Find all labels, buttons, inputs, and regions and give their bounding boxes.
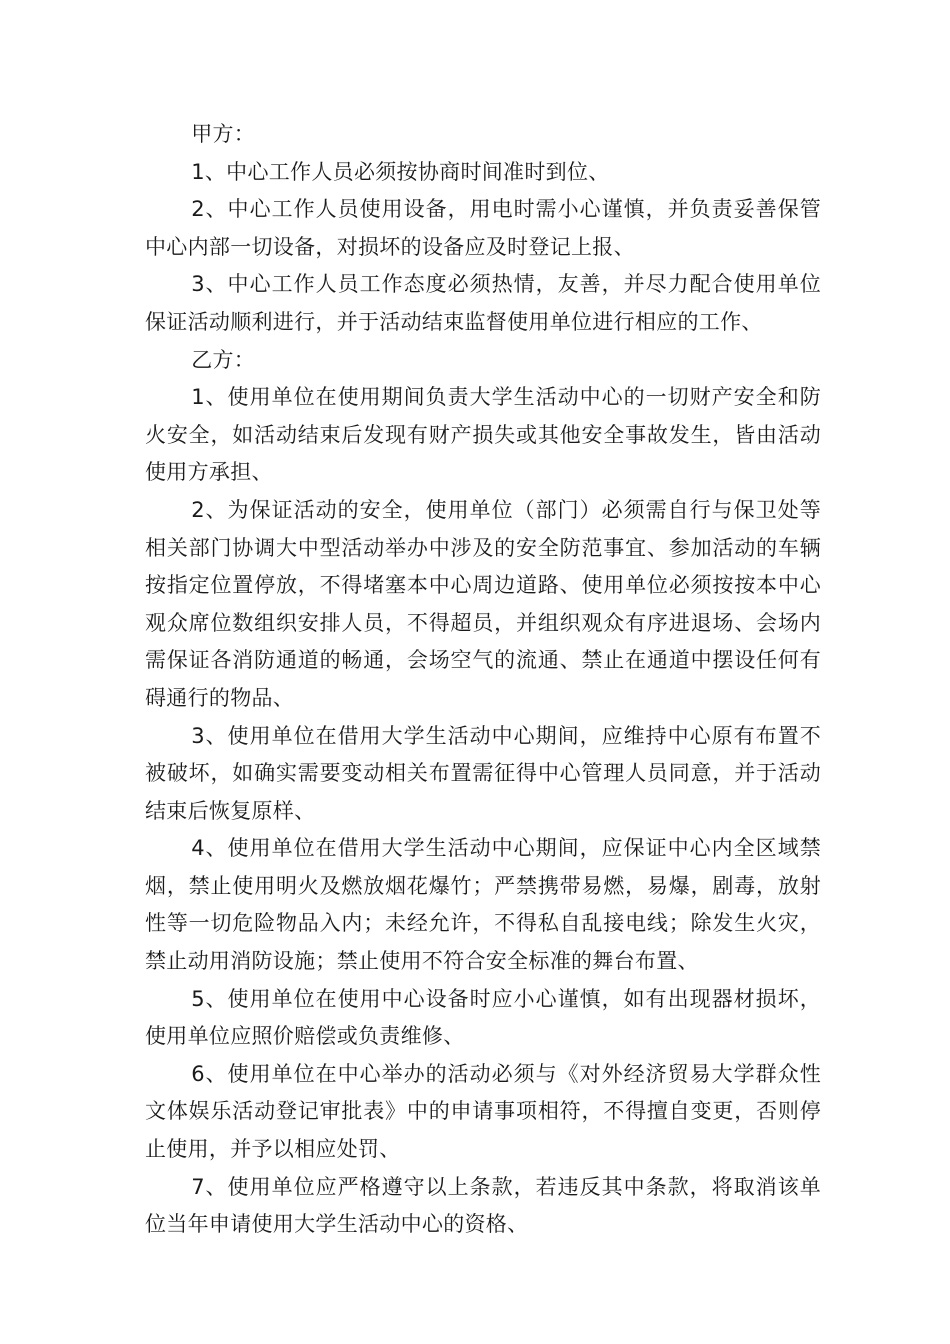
document-body [145,116,821,1244]
party-a-clause-2: 2、中心工作人员使用设备，用电时需小心谨慎，并负责妥善保管中心内部一切设备，对损坏的设备应及时登记上报、 [145,197,821,259]
party-b-clause-2: 2、为保证活动的安全，使用单位（部门）必须需自行与保卫处等相关部门协调大中型活动举办中涉及的安全防范事宜、参加活动的车辆按指定位置停放，不得堵塞本中心周边道路、使用单位必须按按本中心观众席位数组织安排人员，不得超员，并组织观众有序进退场、会场内需保证各消防通道的畅通，会场空气的流通、禁止在通道中摆设任何有碍通行的物品、 [145,497,821,710]
party-b-clause-6: 6、使用单位在中心举办的活动必须与《对外经济贸易大学群众性文体娱乐活动登记审批表》中的申请事项相符，不得擅自变更，否则停止使用，并予以相应处罚、 [145,1061,821,1162]
party-b-clause-7: 7、使用单位应严格遵守以上条款，若违反其中条款，将取消该单位当年申请使用大学生活动中心的资格、 [145,1174,821,1237]
party-a-heading: 甲方： [191,122,256,146]
party-a-clause-3: 3、中心工作人员工作态度必须热情，友善，并尽力配合使用单位保证活动顺利进行，并于活动结束监督使用单位进行相应的工作、 [145,272,821,334]
party-b-clause-3: 3、使用单位在借用大学生活动中心期间，应维持中心原有布置不被破坏，如确实需要变动相关布置需征得中心管理人员同意，并于活动结束后恢复原样、 [145,723,821,823]
party-b-clause-4: 4、使用单位在借用大学生活动中心期间，应保证中心内全区域禁烟，禁止使用明火及燃放烟花爆竹；严禁携带易燃，易爆，剧毒，放射性等一切危险物品入内；未经允许，不得私自乱接电线；除发生火灾，禁止动用消防设施；禁止使用不符合安全标准的舞台布置、 [145,836,821,974]
party-b-clause-1: 1、使用单位在使用期间负责大学生活动中心的一切财产安全和防火安全，如活动结束后发现有财产损失或其他安全事故发生，皆由活动使用方承担、 [145,385,821,485]
party-a-clause-1: 1、中心工作人员必须按协商时间准时到位、 [191,159,610,184]
party-b-heading: 乙方： [191,347,256,372]
party-b-clause-5: 5、使用单位在使用中心设备时应小心谨慎，如有出现器材损坏，使用单位应照价赔偿或负责维修、 [145,986,821,1049]
